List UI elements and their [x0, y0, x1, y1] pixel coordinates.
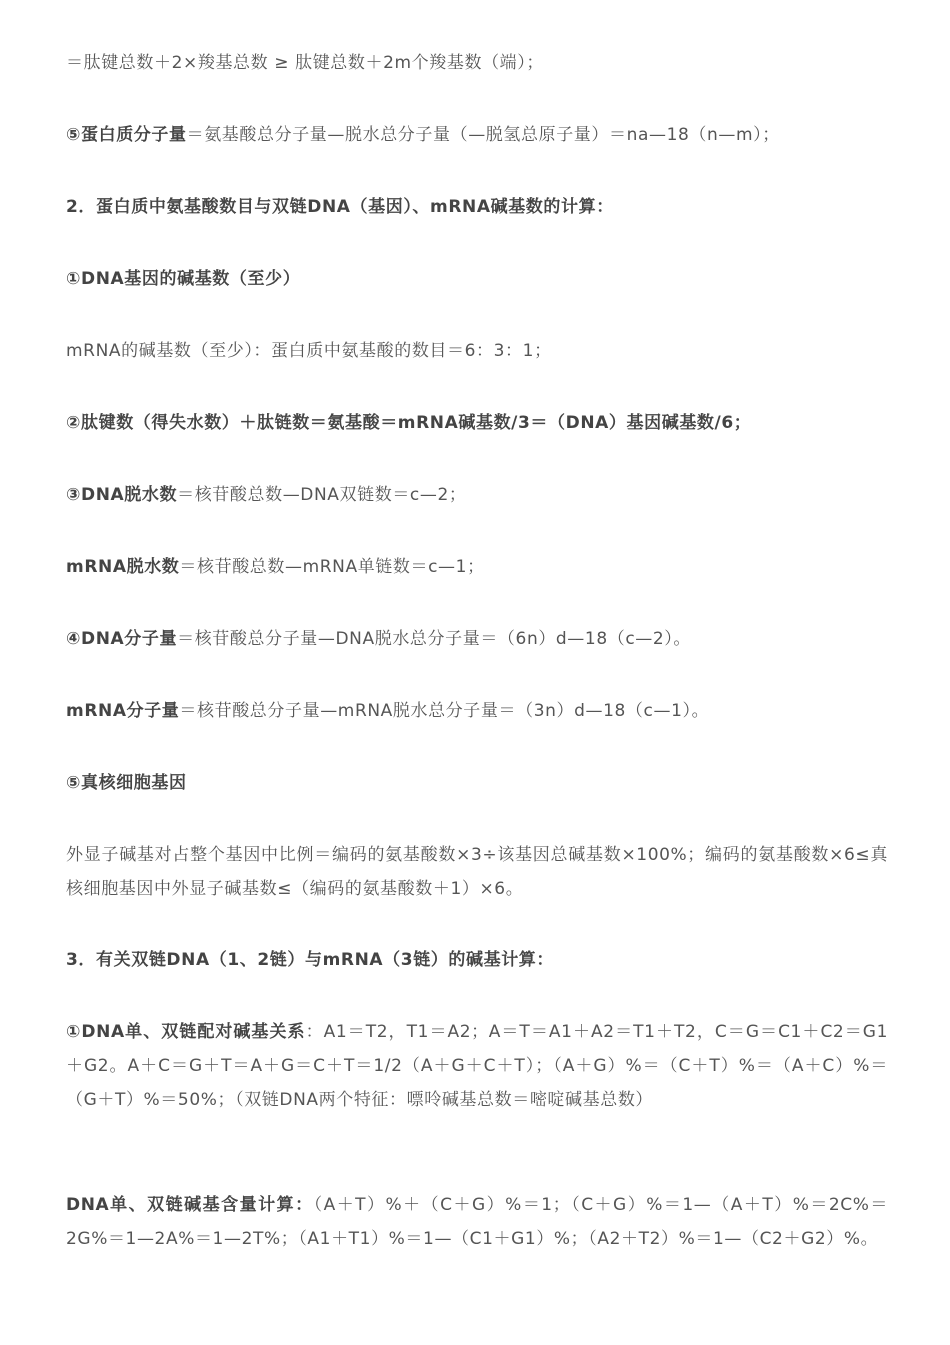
- paragraph-heading: ①DNA基因的碱基数（至少）: [66, 269, 301, 289]
- paragraph-text: （A＋T）%＋（C＋G）%＝1；（C＋G）%＝1—（A＋T）%＝2C%＝2G%＝1—2A%＝1—2T%；（A1＋T1）%＝1—（C1＋G1）%；（A2＋T2）%＝1—（C2＋G2）%。: [66, 1195, 888, 1249]
- paragraph-heading: 2．蛋白质中氨基酸数目与双链DNA（基因）、mRNA碱基数的计算：: [66, 197, 614, 217]
- paragraph-exon-ratio: [66, 838, 888, 906]
- paragraph-heading: DNA单、双链碱基含量计算：: [66, 1195, 314, 1215]
- paragraph-heading: ④DNA分子量: [66, 629, 178, 649]
- paragraph-text: ：A1＝T2，T1＝A2；A＝T＝A1＋A2＝T1＋T2，C＝G＝C1＋C2＝G1＋G2。A＋C＝G＋T＝A＋G＝C＋T＝1/2（A＋G＋C＋T）；（A＋G）%＝（C＋T）%＝（A＋C）%＝（G＋T）%＝50%；（双链DNA两个特征：嘌呤碱基总数＝嘧啶碱基总数）: [66, 1022, 888, 1110]
- paragraph-text: ＝氨基酸总分子量—脱水总分子量（—脱氢总原子量）＝na—18（n—m）；: [186, 125, 780, 145]
- paragraph-heading: ①DNA单、双链配对碱基关系: [66, 1022, 306, 1042]
- paragraph-mrna-dehydration: [66, 550, 888, 584]
- paragraph-text: ＝核苷酸总分子量—DNA脱水总分子量＝（6n）d—18（c—2）。: [177, 629, 692, 649]
- paragraph-text: ＝肽键总数＋2×羧基总数 ≥ 肽键总数＋2m个羧基数（端）；: [66, 53, 544, 73]
- paragraph-heading: mRNA分子量: [66, 701, 180, 721]
- paragraph-dna-base-count: [66, 262, 888, 296]
- paragraph-text: ＝核苷酸总分子量—mRNA脱水总分子量＝（3n）d—18（c—1）。: [179, 701, 710, 721]
- paragraph-dna-molecular-weight: [66, 622, 888, 656]
- paragraph-heading: ⑤真核细胞基因: [66, 773, 187, 793]
- paragraph-text: ＝核苷酸总数—DNA双链数＝c—2；: [177, 485, 467, 505]
- paragraph-heading: ⑤蛋白质分子量: [66, 125, 187, 145]
- paragraph-text: 外显子碱基对占整个基因中比例＝编码的氨基酸数×3÷该基因总碱基数×100%；编码的氨基酸数×6≤真核细胞基因中外显子碱基数≤（编码的氨基酸数＋1）×6。: [66, 845, 888, 899]
- paragraph-text: ＝核苷酸总数—mRNA单链数＝c—1；: [179, 557, 485, 577]
- paragraph-heading: 3．有关双链DNA（1、2链）与mRNA（3链）的碱基计算：: [66, 950, 554, 970]
- paragraph-mrna-molecular-weight: [66, 694, 888, 728]
- paragraph-eukaryotic-gene: [66, 766, 888, 800]
- paragraph-peptide-carboxyl: [66, 46, 888, 80]
- paragraph-peptide-bond-count: [66, 406, 888, 440]
- paragraph-heading: ③DNA脱水数: [66, 485, 178, 505]
- section-heading-3: [66, 943, 888, 977]
- paragraph-dna-dehydration: [66, 478, 888, 512]
- paragraph-heading: ②肽键数（得失水数）＋肽链数＝氨基酸＝mRNA碱基数/3＝（DNA）基因碱基数/6；: [66, 413, 752, 433]
- section-heading-2: [66, 190, 888, 224]
- paragraph-mrna-base-count: [66, 334, 888, 368]
- paragraph-text: mRNA的碱基数（至少）：蛋白质中氨基酸的数目＝6：3：1；: [66, 341, 552, 361]
- paragraph-base-pairing-relations: [66, 1015, 888, 1117]
- paragraph-protein-molecular-weight: [66, 118, 888, 152]
- paragraph-heading: mRNA脱水数: [66, 557, 180, 577]
- paragraph-base-content-calculation: [66, 1188, 888, 1256]
